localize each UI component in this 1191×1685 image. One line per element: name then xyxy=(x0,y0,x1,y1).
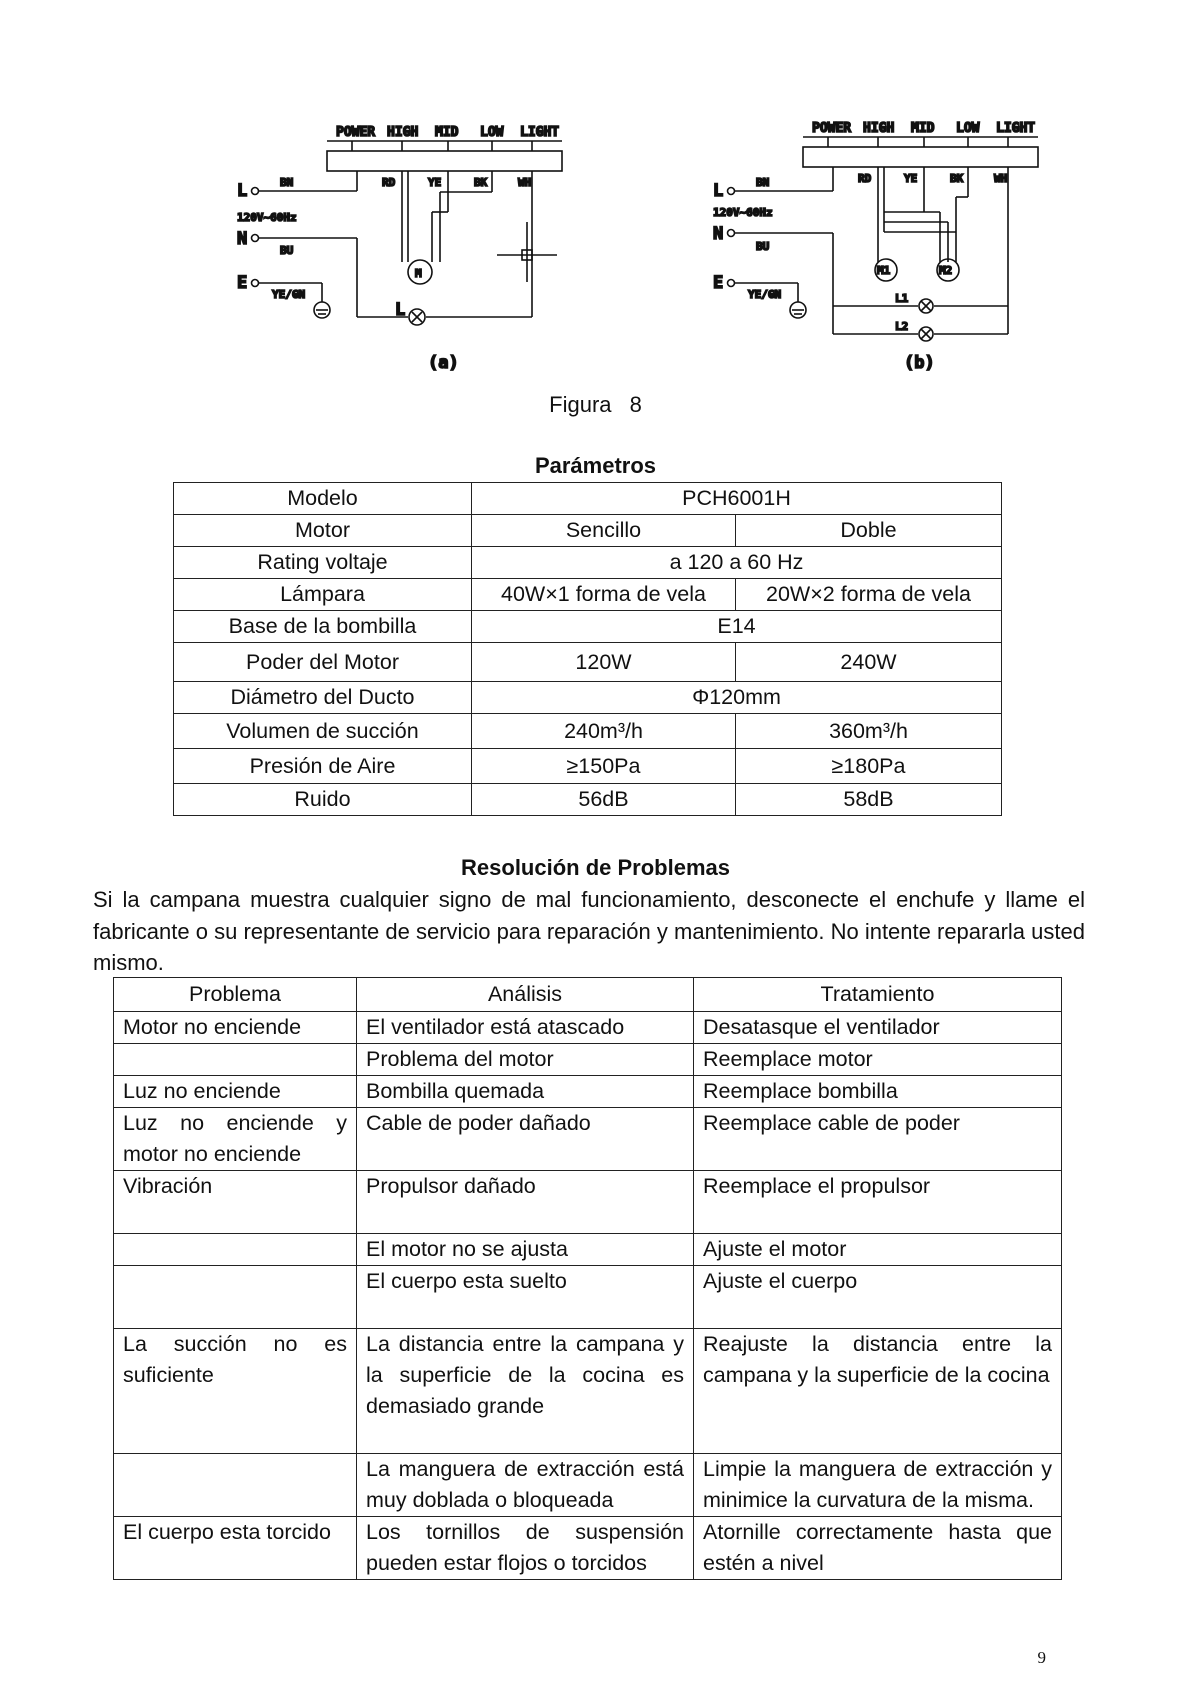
diagram-caption-b: (b) xyxy=(904,353,935,373)
figure-caption: Figura 8 xyxy=(549,392,642,417)
cell-analysis: La distancia entre la campana y la superficie de la cocina es demasiado grande xyxy=(357,1329,694,1454)
table-row xyxy=(174,483,1002,515)
cell-treatment: Ajuste el motor xyxy=(694,1234,1062,1266)
table-row xyxy=(174,749,1002,784)
param-label: Volumen de succión xyxy=(174,714,472,749)
param-value-a: 40W×1 forma de vela xyxy=(472,579,736,611)
wiring-diagram-a xyxy=(232,112,592,382)
table-row xyxy=(174,682,1002,714)
wire-label-wh: WH xyxy=(518,176,532,189)
param-value-a: 240m³/h xyxy=(472,714,736,749)
param-value-b: 20W×2 forma de vela xyxy=(736,579,1002,611)
param-value-b: 240W xyxy=(736,643,1002,682)
cell-treatment: Reemplace motor xyxy=(694,1044,1062,1076)
troubleshooting-table xyxy=(113,977,1062,1580)
supply-label-n: N xyxy=(713,224,724,244)
cell-treatment: Reemplace cable de poder xyxy=(694,1108,1062,1171)
cell-treatment: Desatasque el ventilador xyxy=(694,1012,1062,1044)
column-header-analisis: Análisis xyxy=(357,978,694,1012)
param-label: Modelo xyxy=(174,483,472,515)
table-row xyxy=(174,784,1002,816)
wire-label-yegn: YE/GN xyxy=(748,288,782,301)
cell-problem: Motor no enciende xyxy=(114,1012,357,1044)
voltage-label: 120V~60Hz xyxy=(713,206,773,219)
table-row xyxy=(114,1234,1062,1266)
switch-label-mid: MID xyxy=(911,121,935,136)
troubleshooting-title: Resolución de Problemas xyxy=(461,855,730,880)
lamp2-label: L2 xyxy=(895,320,909,333)
cell-problem xyxy=(114,1234,357,1266)
param-value-b: Doble xyxy=(736,515,1002,547)
cell-problem: Vibración xyxy=(114,1171,357,1234)
parameters-table xyxy=(173,482,1002,816)
motor2-label: M2 xyxy=(939,264,953,277)
cell-treatment: Ajuste el cuerpo xyxy=(694,1266,1062,1329)
table-row xyxy=(114,1329,1062,1454)
cell-analysis: Bombilla quemada xyxy=(357,1076,694,1108)
cell-analysis: Cable de poder dañado xyxy=(357,1108,694,1171)
cell-treatment: Limpie la manguera de extracción y minimice la curvatura de la misma. xyxy=(694,1454,1062,1517)
wire-label-bk: BK xyxy=(474,176,488,189)
param-value: a 120 a 60 Hz xyxy=(472,547,1002,579)
cell-problem xyxy=(114,1454,357,1517)
param-value: E14 xyxy=(472,611,1002,643)
param-value: Φ120mm xyxy=(472,682,1002,714)
table-header-row xyxy=(114,978,1062,1012)
param-value-b: ≥180Pa xyxy=(736,749,1002,784)
wire-label-wh: WH xyxy=(994,172,1008,185)
cell-analysis: Propulsor dañado xyxy=(357,1171,694,1234)
cell-problem: Luz no enciende xyxy=(114,1076,357,1108)
cell-treatment: Reemplace el propulsor xyxy=(694,1171,1062,1234)
cell-analysis: Problema del motor xyxy=(357,1044,694,1076)
supply-label-n: N xyxy=(237,229,248,249)
cell-treatment: Reemplace bombilla xyxy=(694,1076,1062,1108)
supply-label-e: E xyxy=(713,273,724,293)
table-row xyxy=(114,1108,1062,1171)
table-row xyxy=(174,515,1002,547)
lamp1-label: L1 xyxy=(895,292,909,305)
switch-label-high: HIGH xyxy=(863,121,895,136)
table-row xyxy=(114,1171,1062,1234)
table-row xyxy=(114,1012,1062,1044)
param-label: Motor xyxy=(174,515,472,547)
cell-analysis: El cuerpo esta suelto xyxy=(357,1266,694,1329)
table-row xyxy=(174,579,1002,611)
cell-problem xyxy=(114,1044,357,1076)
switch-label-high: HIGH xyxy=(387,125,419,140)
table-row xyxy=(174,547,1002,579)
motor-label: M xyxy=(415,267,422,280)
switch-label-light: LIGHT xyxy=(520,125,560,140)
cell-analysis: Los tornillos de suspensión pueden estar flojos o torcidos xyxy=(357,1517,694,1580)
wire-label-bn: BN xyxy=(280,176,294,189)
cell-problem xyxy=(114,1266,357,1329)
param-label: Base de la bombilla xyxy=(174,611,472,643)
supply-label-l: L xyxy=(237,181,248,201)
switch-label-low: LOW xyxy=(956,121,980,136)
switch-label-mid: MID xyxy=(435,125,459,140)
switch-label-power: POWER xyxy=(812,121,852,136)
cell-problem: La succión no es suficiente xyxy=(114,1329,357,1454)
cell-treatment: Atornille correctamente hasta que estén a nivel xyxy=(694,1517,1062,1580)
param-value-b: 360m³/h xyxy=(736,714,1002,749)
wire-label-yegn: YE/GN xyxy=(272,288,306,301)
cell-analysis: La manguera de extracción está muy doblada o bloqueada xyxy=(357,1454,694,1517)
column-header-problema: Problema xyxy=(114,978,357,1012)
wire-label-bu: BU xyxy=(756,240,770,253)
wire-label-bk: BK xyxy=(950,172,964,185)
switch-label-low: LOW xyxy=(480,125,504,140)
param-value-a: ≥150Pa xyxy=(472,749,736,784)
param-value-b: 58dB xyxy=(736,784,1002,816)
table-row xyxy=(114,1076,1062,1108)
supply-label-e: E xyxy=(237,273,248,293)
table-row xyxy=(114,1266,1062,1329)
table-row xyxy=(114,1044,1062,1076)
param-label: Ruido xyxy=(174,784,472,816)
motor1-label: M1 xyxy=(877,264,891,277)
column-header-tratamiento: Tratamiento xyxy=(694,978,1062,1012)
wire-label-bu: BU xyxy=(280,244,294,257)
table-row xyxy=(114,1454,1062,1517)
supply-label-l: L xyxy=(713,181,724,201)
param-label: Poder del Motor xyxy=(174,643,472,682)
param-value-a: 120W xyxy=(472,643,736,682)
param-label: Lámpara xyxy=(174,579,472,611)
voltage-label: 120V~60Hz xyxy=(237,211,297,224)
page-number: 9 xyxy=(1037,1648,1046,1667)
troubleshooting-intro: Si la campana muestra cualquier signo de mal funcionamiento, desconecte el enchufe y llame el fabricante o su representante de servicio para reparación y mantenimiento. No intente repararla usted mismo. xyxy=(93,887,1085,975)
wiring-diagram-b xyxy=(708,112,1068,382)
switch-label-power: POWER xyxy=(336,125,376,140)
cell-treatment: Reajuste la distancia entre la campana y la superficie de la cocina xyxy=(694,1329,1062,1454)
cell-analysis: El ventilador está atascado xyxy=(357,1012,694,1044)
param-label: Presión de Aire xyxy=(174,749,472,784)
cell-problem: Luz no enciende y motor no enciende xyxy=(114,1108,357,1171)
table-row xyxy=(174,611,1002,643)
param-label: Diámetro del Ducto xyxy=(174,682,472,714)
wire-label-ye: YE xyxy=(904,172,918,185)
diagram-caption-a: (a) xyxy=(428,353,459,373)
wire-label-rd: RD xyxy=(858,172,872,185)
param-value-a: Sencillo xyxy=(472,515,736,547)
wire-label-ye: YE xyxy=(428,176,442,189)
cell-problem: El cuerpo esta torcido xyxy=(114,1517,357,1580)
table-row xyxy=(114,1517,1062,1580)
params-title: Parámetros xyxy=(534,453,657,478)
switch-label-light: LIGHT xyxy=(996,121,1036,136)
table-row xyxy=(174,643,1002,682)
table-row xyxy=(174,714,1002,749)
wire-label-rd: RD xyxy=(382,176,396,189)
wire-label-bn: BN xyxy=(756,176,770,189)
param-value: PCH6001H xyxy=(472,483,1002,515)
param-value-a: 56dB xyxy=(472,784,736,816)
param-label: Rating voltaje xyxy=(174,547,472,579)
lamp-label: L xyxy=(395,300,406,320)
cell-analysis: El motor no se ajusta xyxy=(357,1234,694,1266)
